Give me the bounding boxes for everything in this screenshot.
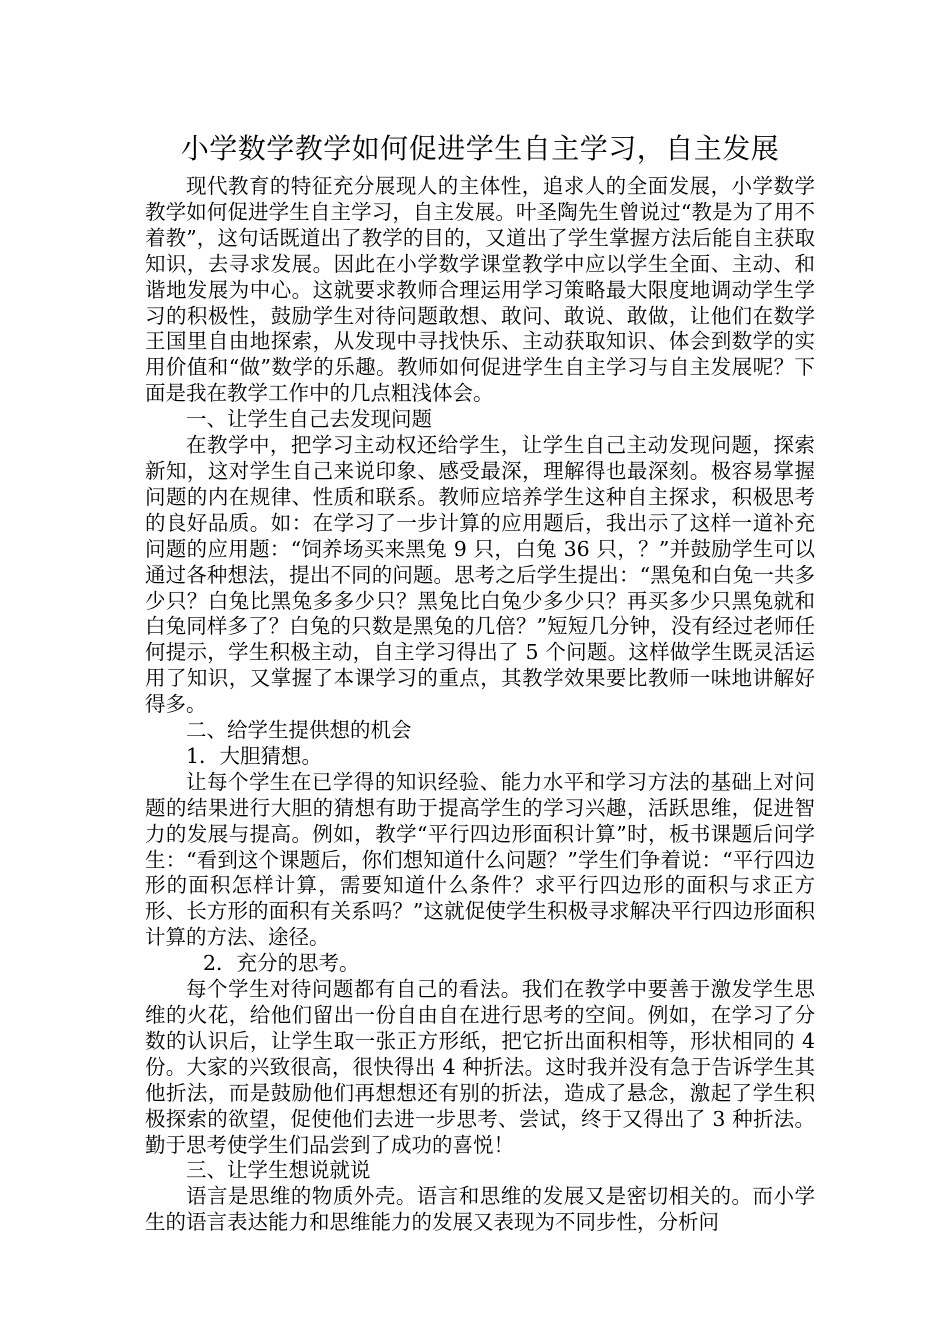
section2-item2-heading: 2．充分的思考。	[203, 951, 360, 976]
section2-item2-body: 每个学生对待问题都有自己的看法。我们在教学中要善于激发学生思维的火花，给他们留出一份自由自在进行思考的空间。例如，在学习了分数的认识后，让学生取一张正方形纸，把它折出面积相等，形状相同的 4 份。大家的兴致很高，很快得出 4 种折法。这时我并没有急于告诉学生其他折法，而是鼓励他们再想想还有别的折法，造成了悬念，激起了学生积极探索的欲望，促使他们去进一步思考、尝试，终于又得出了 3 种折法。勤于思考使学生们品尝到了成功的喜悦！	[145, 977, 815, 1157]
section2-item1-body: 让每个学生在已学得的知识经验、能力水平和学习方法的基础上对问题的结果进行大胆的猜想有助于提高学生的学习兴趣，活跃思维，促进智力的发展与提高。例如，教学“平行四边形面积计算”时，板书课题后问学生：“看到这个课题后，你们想知道什么问题？”学生们争着说：“平行四边形的面积怎样计算，需要知道什么条件？求平行四边形的面积与求正方形、长方形的面积有关系吗？”这就促使学生积极寻求解决平行四边形面积计算的方法、途径。	[145, 769, 815, 950]
intro-paragraph: 现代教育的特征充分展现人的主体性，追求人的全面发展，小学数学教学如何促进学生自主学习，自主发展。叶圣陶先生曾说过“教是为了用不着教”，这句话既道出了教学的目的，又道出了学生掌握方法后能自主获取知识，去寻求发展。因此在小学数学课堂教学中应以学生全面、主动、和谐地发展为中心。这就要求教师合理运用学习策略最大限度地调动学生学习的积极性，鼓励学生对待问题敢想、敢问、敢说、敢做，让他们在数学王国里自由地探索，从发现中寻找快乐、主动获取知识、体会到数学的实用价值和“做”数学的乐趣。教师如何促进学生自主学习与自主发展呢？下面是我在教学工作中的几点粗浅体会。	[145, 174, 815, 406]
section1-heading: 一、让学生自己去发现问题	[186, 407, 432, 432]
section3-body: 语言是思维的物质外壳。语言和思维的发展又是密切相关的。而小学生的语言表达能力和思维能力的发展又表现为不同步性，分析问	[145, 1184, 815, 1235]
section2-heading: 二、给学生提供想的机会	[186, 718, 412, 743]
document-page	[145, 128, 815, 1236]
section2-item1-heading: 1．大胆猜想。	[186, 743, 323, 768]
section1-body: 在教学中，把学习主动权还给学生，让学生自己主动发现问题，探索新知，这对学生自己来说印象、感受最深，理解得也最深刻。极容易掌握问题的内在规律、性质和联系。教师应培养学生这种自主探求，积极思考的良好品质。如：在学习了一步计算的应用题后，我出示了这样一道补充问题的应用题：“饲养场买来黑兔 9 只，白兔 36 只，？”并鼓励学生可以通过各种想法，提出不同的问题。思考之后学生提出：“黑兔和白兔一共多少只？白兔比黑兔多多少只？黑兔比白兔少多少只？再买多少只黑兔就和白兔同样多了？白兔的只数是黑兔的几倍？”短短几分钟，没有经过老师任何提示，学生积极主动，自主学习得出了 5 个问题。这样做学生既灵活运用了知识，又掌握了本课学习的重点，其教学效果要比教师一味地讲解好得多。	[145, 433, 815, 717]
document-title: 小学数学教学如何促进学生自主学习，自主发展	[180, 132, 780, 165]
section3-heading: 三、让学生想说就说	[186, 1158, 371, 1183]
